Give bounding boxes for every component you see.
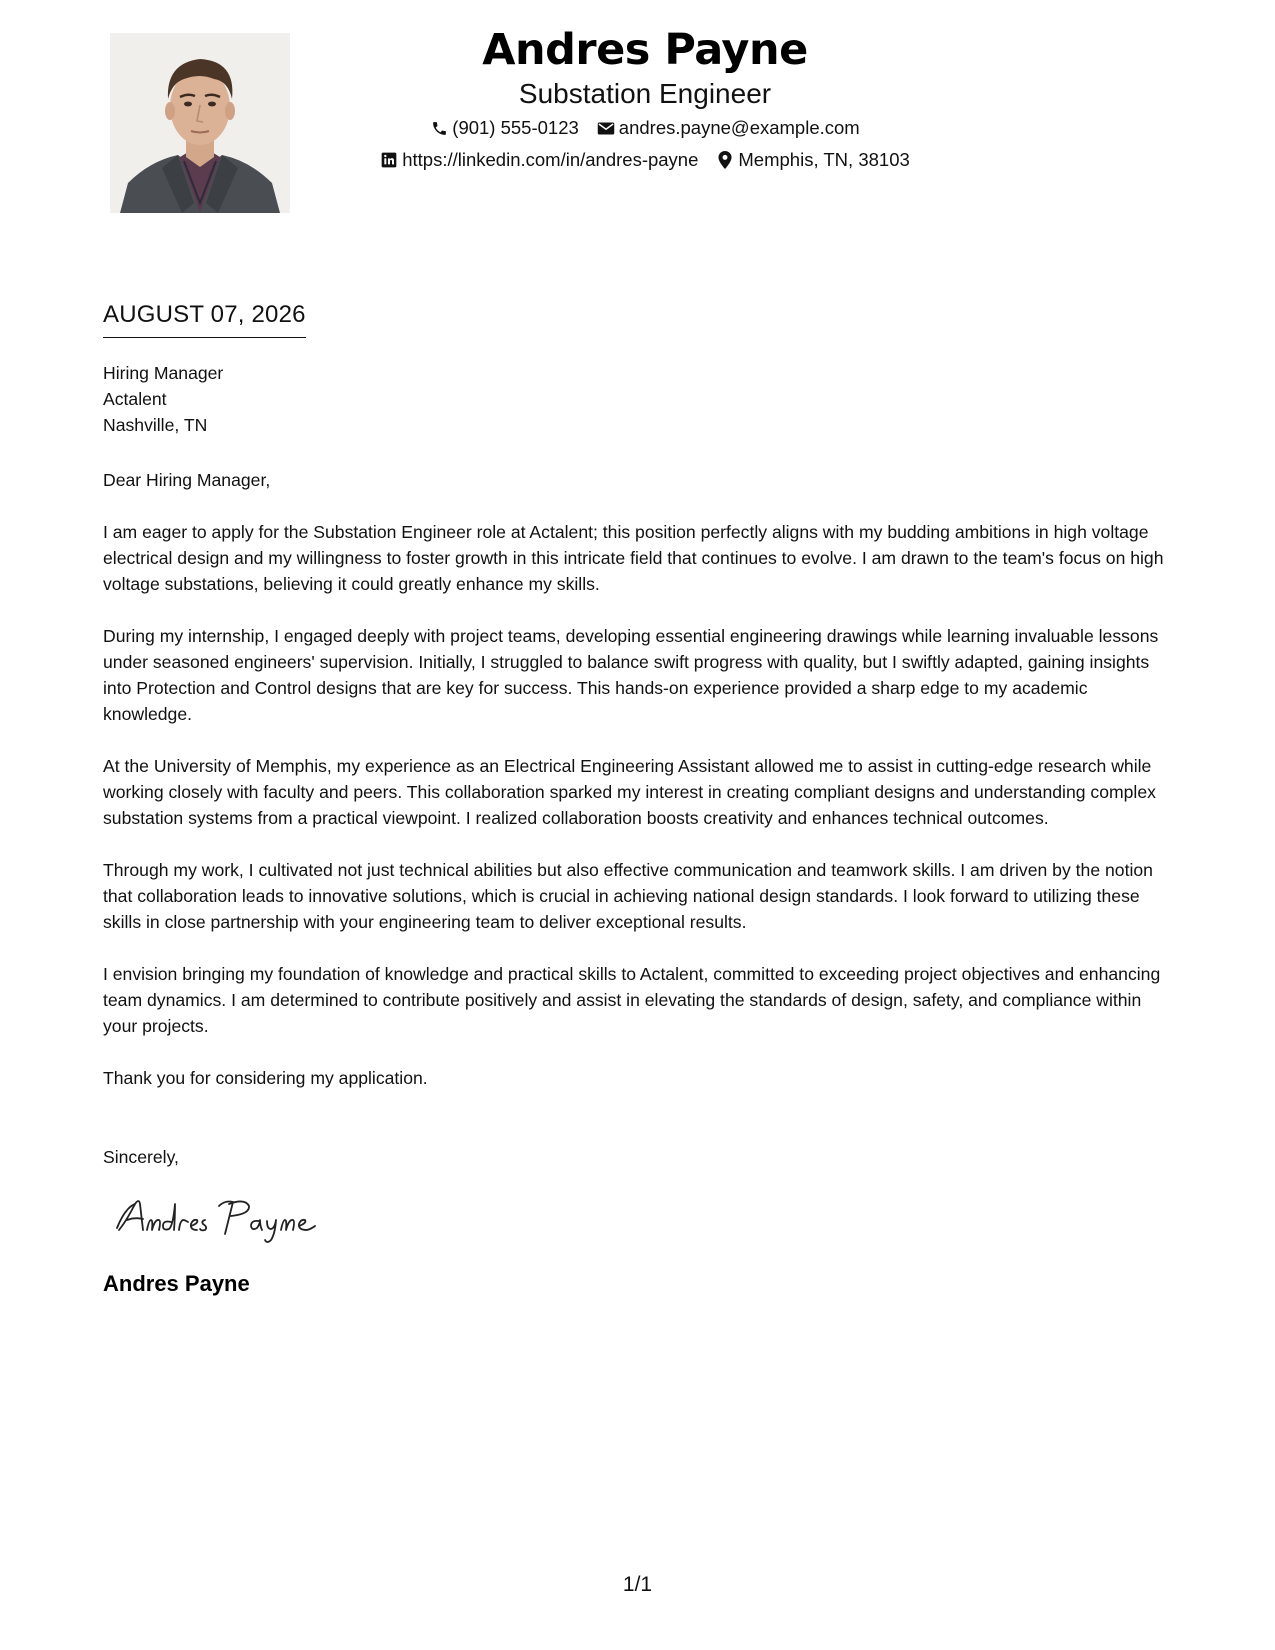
recipient-line: Nashville, TN [103, 415, 208, 435]
closing: Sincerely, [103, 1147, 179, 1167]
phone-icon [430, 119, 448, 137]
linkedin-icon [380, 151, 398, 169]
applicant-role: Substation Engineer [518, 78, 772, 109]
contact-location [716, 148, 909, 172]
contact-row-secondary [345, 148, 945, 172]
phone-text: (901) 555-0123 [452, 117, 579, 138]
body-paragraph: I am eager to apply for the Substation Engineer role at Actalent; this position perfectly aligns with my budding ambitions in high voltage electrical design and my willingness to foster growth in this intricate field that continues to evolve. I am drawn to the team's focus on high voltage substations, believing it could greatly enhance my skills. [103, 522, 1164, 594]
contact-linkedin[interactable] [380, 148, 698, 172]
map-pin-icon [716, 151, 734, 169]
recipient-line: Actalent [103, 389, 167, 409]
contact-row-primary [345, 116, 945, 140]
profile-photo [110, 33, 290, 213]
body-paragraph: I envision bringing my foundation of knowledge and practical skills to Actalent, committed to exceeding project objectives and enhancing team dynamics. I am determined to contribute positively and assist in elevating the standards of design, safety, and compliance within your projects. [103, 964, 1161, 1036]
recipient-line: Hiring Manager [103, 363, 224, 383]
body-paragraph: At the University of Memphis, my experience as an Electrical Engineering Assistant allowed me to assist in cutting-edge research while working closely with faculty and peers. This collaboration sparked my interest in creating compliant designs and understanding complex substation systems from a practical viewpoint. I realized collaboration boosts creativity and enhances technical outcomes. [103, 756, 1156, 828]
applicant-name: Andres Payne [482, 25, 808, 75]
linkedin-text: https://linkedin.com/in/andres-payne [402, 149, 699, 170]
salutation: Dear Hiring Manager, [103, 470, 271, 490]
thank-you-line: Thank you for considering my application. [103, 1068, 428, 1088]
contact-email[interactable] [597, 116, 860, 140]
location-text: Memphis, TN, 38103 [738, 149, 910, 170]
envelope-icon [597, 119, 615, 137]
letter-date: AUGUST 07, 2026 [103, 300, 306, 338]
body-paragraph: Through my work, I cultivated not just technical abilities but also effective communication and teamwork skills. I am driven by the notion that collaboration leads to innovative solutions, which is crucial in achieving national design standards. I look forward to utilizing these skills in close partnership with your engineering team to deliver exceptional results. [103, 860, 1153, 932]
contact-phone[interactable] [430, 116, 579, 140]
handwritten-signature [113, 1190, 1178, 1246]
email-text: andres.payne@example.com [618, 117, 860, 138]
letter-body [103, 300, 1178, 1298]
body-paragraph: During my internship, I engaged deeply with project teams, developing essential engineering drawings while learning invaluable lessons under seasoned engineers' supervision. Initially, I struggled to balance swift progress with quality, but I swiftly adapted, gaining insights into Protection and Control designs that are key for success. This hands-on experience provided a sharp edge to my academic knowledge. [103, 626, 1159, 724]
letter-header [0, 0, 1275, 230]
page-number: 1/1 [622, 1573, 653, 1596]
signer-name: Andres Payne [103, 1271, 250, 1296]
recipient-block [103, 360, 1178, 438]
name-block [345, 22, 945, 172]
